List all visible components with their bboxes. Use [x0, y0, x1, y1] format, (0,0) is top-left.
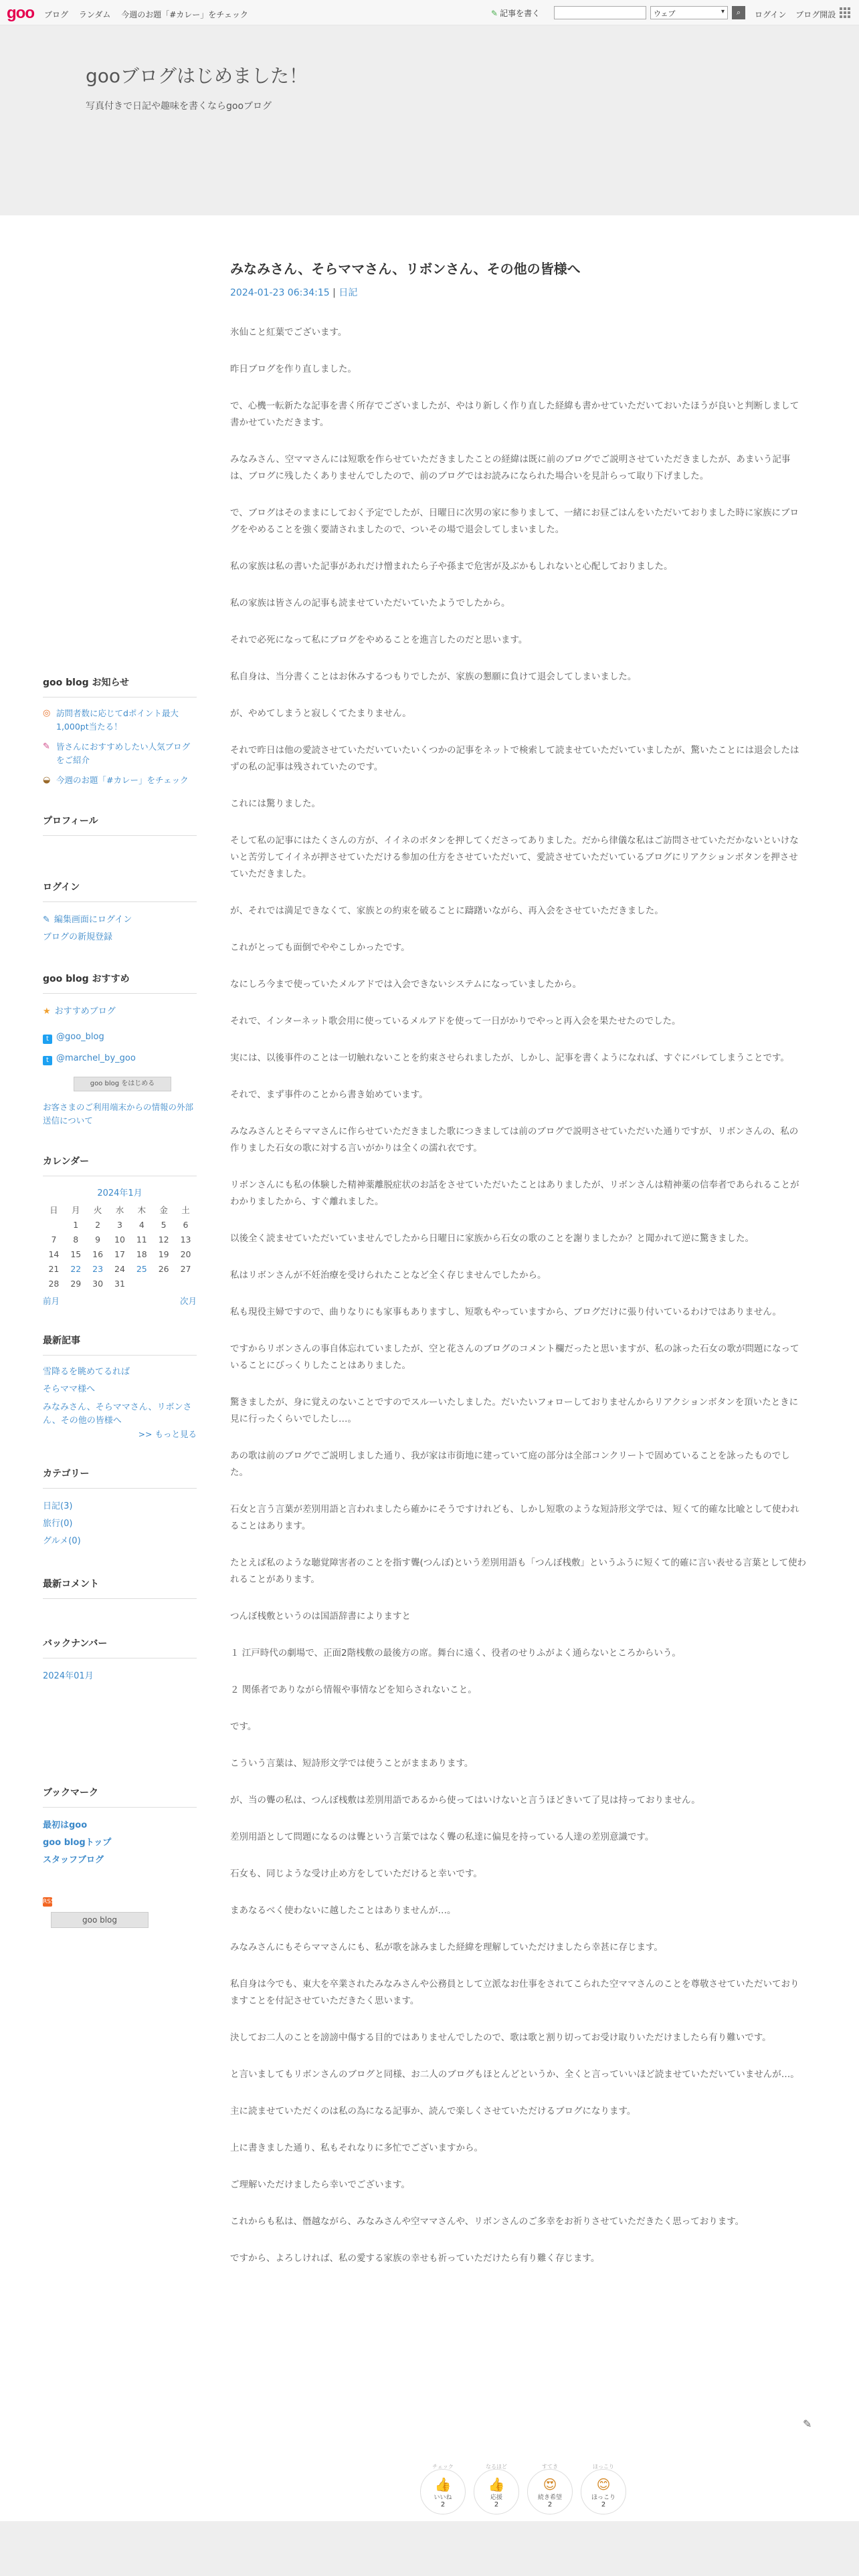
new-blog-label[interactable]: ブログの新規登録: [43, 932, 113, 942]
calendar-next-link[interactable]: 次月: [179, 1296, 197, 1306]
news-section: [43, 675, 197, 787]
category-link-travel[interactable]: 旅行(0): [43, 1519, 73, 1529]
meta-separator: |: [332, 288, 339, 298]
calendar-day: 15: [70, 1249, 82, 1259]
reaction-count: 2: [601, 2501, 606, 2508]
login-section: [43, 880, 197, 946]
entry-paragraph: 私自身は、当分書くことはお休みするつもりでしたが、家族の懇願に負けて退会してしまいました。: [230, 671, 637, 682]
calendar-day: 29: [70, 1278, 82, 1289]
sidebar: [43, 675, 197, 1949]
search-scope-value: ウェブ: [654, 9, 676, 18]
start-goo-blog-label: goo blog をはじめる: [90, 1080, 155, 1087]
entry-paragraph: 私の家族は私の書いた記事があれだけ憎まれたら子や孫まで危害が及ぶかもしれないと心配しておりました。: [230, 561, 673, 572]
calendar-week-row: [43, 1276, 197, 1291]
reaction-label: いいね: [434, 2494, 452, 2501]
external-transmission-notice-link[interactable]: お客さまのご利用端末からの情報の外部送信について: [43, 1102, 194, 1125]
write-article-button[interactable]: [491, 7, 540, 19]
calendar-day: 11: [136, 1234, 147, 1245]
calendar-day: 8: [73, 1234, 79, 1245]
calendar-day: [153, 1276, 175, 1291]
reaction-button[interactable]: [474, 2464, 519, 2514]
calendar-day: 13: [180, 1234, 191, 1245]
entry-paragraph: 実には、以後事件のことは一切触れないことを約束させられましたが、しかし、記事を書くようになれば、すぐにバレてしまうことです。: [230, 1053, 789, 1063]
reaction-caption: なるほど: [486, 2464, 507, 2470]
entry-paragraph: 私自身は今でも、東大を卒業されたみなみさんや公務員として立派なお仕事をされてこられた空ママさんのことを尊敬させていただいておりますことを付記させていただきたく思います。: [230, 1979, 799, 2006]
bookmark-link[interactable]: goo blogトップ: [43, 1838, 112, 1848]
calendar-weekday: 日: [50, 1205, 58, 1215]
search-scope-select[interactable]: [650, 6, 728, 19]
entry-date[interactable]: 2024-01-23 06:34:15: [230, 288, 330, 298]
calendar-day: 16: [92, 1249, 104, 1259]
global-header: [0, 0, 859, 25]
comments-section: [43, 1577, 197, 1599]
calendar-day: 19: [158, 1249, 169, 1259]
calendar-week-row: [43, 1261, 197, 1276]
calendar-day: 14: [48, 1249, 60, 1259]
calendar-month: 2024年1月: [97, 1188, 142, 1198]
reaction-label: 応援: [490, 2494, 502, 2501]
calendar-day: 9: [95, 1234, 101, 1245]
entry-paragraph: これからも私は、僭越ながら、みなみさんや空ママさんや、リボンさんのご多幸をお祈りさせていただきたく思っております。: [230, 2216, 745, 2227]
calendar-day: 6: [183, 1219, 189, 1230]
blog-title[interactable]: gooブログはじめました！: [86, 65, 308, 87]
category-link-diary[interactable]: 日記(3): [43, 1501, 73, 1511]
calendar-table: [43, 1202, 197, 1291]
entry-paragraph: これがとっても面倒でややこしかったです。: [230, 942, 410, 953]
reaction-icon: 👍: [488, 2476, 505, 2492]
calendar-day: 12: [158, 1234, 169, 1245]
entry-paragraph: それで、インターネット歌会用に使っているメルアドを使って一日がかりでやっと再入会を果たせたのでした。: [230, 1016, 681, 1027]
open-blog-link[interactable]: ブログ開設: [795, 10, 836, 19]
entry-paragraph: 石女と言う言葉が差別用語と言われましたら確かにそうですけれども、しかし短歌のような短詩形文学では、短くて的確な比喩として使われることはあります。: [230, 1504, 799, 1531]
recent-article-link[interactable]: そらママ様へ: [43, 1384, 96, 1394]
reaction-button[interactable]: [420, 2464, 466, 2514]
calendar-day[interactable]: 25: [136, 1263, 147, 1274]
backnumber-heading: バックナンバー: [43, 1636, 197, 1658]
calendar-day[interactable]: 23: [92, 1263, 104, 1274]
article: [230, 258, 807, 2287]
calendar-day: 17: [114, 1249, 125, 1259]
entry-paragraph: つんぼ桟敷というのは国語辞書によりますと: [230, 1611, 411, 1622]
entry-paragraph: これには驚りました。: [230, 798, 320, 809]
recent-heading: 最新記事: [43, 1333, 197, 1356]
entry-paragraph: が、それでは満足できなくて、家族との約束を破ることに躊躇いながら、再入会をさせていただきました。: [230, 905, 664, 916]
recent-article-link[interactable]: 雪降るを眺めてるれば: [43, 1367, 130, 1377]
entry-paragraph: みなみさん、空ママさんには短歌を作らせていただきましたことの経緯は既に前のブログでご説明させていただきましたが、あまいう記事は、ブログに残したくありませんでしたので、前のブログではお読みになられた場合いを見計らって取り下げました。: [230, 454, 791, 481]
entry-paragraph: それで昨日は他の愛読させていただいていたいくつかの記事をネットで検索して読ませていただいていましたが、驚いたことには退会したはずの私の記事は残されていたのです。: [230, 745, 799, 772]
bookmark-section: [43, 1786, 197, 1928]
goo-blog-badge[interactable]: [51, 1912, 149, 1928]
search-icon: ⌕: [736, 8, 741, 17]
blog-description: 写真付きで日記や趣味を書くならgooブログ: [86, 101, 272, 112]
calendar-heading: カレンダー: [43, 1154, 197, 1176]
search-input[interactable]: [554, 6, 646, 19]
calendar-weekday: 土: [181, 1205, 190, 1215]
entry-paragraph: たとえば私のような聴覚障害者のことを指す聾(つんぼ)という差別用語も「つんぼ桟敷」というふうに短くて的確に言い表せる言葉として使われることがあります。: [230, 1558, 807, 1585]
rss-icon[interactable]: RSS: [43, 1899, 55, 1905]
entry-body: [230, 324, 807, 2267]
reaction-caption: チェック: [432, 2464, 454, 2470]
entry-category[interactable]: 日記: [339, 288, 358, 298]
calendar-day[interactable]: 22: [70, 1263, 82, 1274]
calendar-day: 27: [180, 1263, 191, 1274]
entry-paragraph: 驚きましたが、身に覚えのないことですのでスルーいたしました。だいたいフォローしておりませんからリアクションボタンを頂いたときに見に行ったくらいでしたし…。: [230, 1397, 799, 1424]
calendar-weekday: 金: [159, 1205, 168, 1215]
profile-heading: プロフィール: [43, 814, 197, 836]
login-heading: ログイン: [43, 880, 197, 902]
calendar-day: 2: [95, 1219, 101, 1230]
entry-paragraph: ですから、よろしければ、私の愛する家族の幸せも祈っていただけたら有り難く存じます。: [230, 2253, 600, 2264]
account-links: [755, 9, 842, 20]
calendar-day: [130, 1276, 153, 1291]
more-articles-link[interactable]: >> もっと見る: [138, 1429, 197, 1439]
calendar-day: [43, 1217, 65, 1232]
nav-weekly-theme[interactable]: 今週のお題「#カレー」をチェック: [121, 10, 248, 19]
reaction-label: ほっこり: [591, 2494, 615, 2501]
calendar-week-row: [43, 1232, 197, 1247]
entry-paragraph: こういう言葉は、短詩形文学では使うことがままあります。: [230, 1758, 474, 1769]
rss-row: [43, 1896, 197, 1907]
pen-icon: ✎: [43, 742, 50, 752]
calendar-day: 3: [116, 1219, 122, 1230]
blog-header: [0, 25, 859, 215]
calendar-day: 7: [51, 1234, 57, 1245]
calendar-weekday-row: [43, 1202, 197, 1217]
goo-blog-badge-label: goo blog: [82, 1915, 118, 1925]
services-grid-icon[interactable]: [840, 7, 850, 18]
backnumber-section: [43, 1636, 197, 1685]
calendar-day: 31: [114, 1278, 125, 1289]
reaction-icon: 😊: [596, 2476, 611, 2492]
bookmark-heading: ブックマーク: [43, 1786, 197, 1808]
bookmark-link[interactable]: 最初はgoo: [43, 1820, 88, 1830]
entry-paragraph: １ 江戸時代の劇場で、正面2階桟敷の最後方の席。舞台に遠く、役者のせりふがよく通らないところからいう。: [230, 1648, 681, 1658]
login-link[interactable]: ログイン: [755, 10, 787, 19]
entry-paragraph: 決してお二人のことを謗謗中傷する目的ではありませんでしたので、歌は歌と割り切ってお受け取りいただけましたら有り難いです。: [230, 2032, 771, 2043]
calendar-prev-link[interactable]: 前月: [43, 1296, 60, 1306]
entry-paragraph: 私はリボンさんが不妊治療を受けられたことなど全く存じませんでしたから。: [230, 1270, 547, 1281]
chevron-down-icon: ▾: [721, 8, 725, 15]
editor-login-label[interactable]: 編集画面にログイン: [54, 915, 132, 925]
calendar-section: [43, 1154, 197, 1307]
reaction-caption: すてき: [541, 2464, 559, 2470]
reaction-count: 2: [494, 2501, 499, 2508]
new-blog-link[interactable]: [43, 929, 197, 946]
reaction-icon: 👍: [434, 2476, 452, 2492]
reaction-label: 続き希望: [537, 2494, 562, 2501]
news-item[interactable]: [43, 707, 197, 734]
news-item[interactable]: [43, 740, 197, 767]
entry-paragraph: そして私の記事にはたくさんの方が、イイネのボタンを押してくださってありました。だから律儀な私はご訪問させていただかないといけないと苦労してイイネが押させていただける参加の仕方をさせていただいて、愛読させていただいているブログにリアクションボタンを押させていただきました。: [230, 835, 799, 879]
twitter-icon: t: [43, 1056, 52, 1065]
recommended-blogs-link[interactable]: [43, 1003, 197, 1021]
star-icon: ★: [43, 1006, 51, 1016]
entry-paragraph: 上に書きました通り、私もそれなりに多忙でございますから。: [230, 2143, 483, 2153]
calendar-weekday: 火: [93, 1205, 102, 1215]
calendar-day: 26: [158, 1263, 169, 1274]
calendar-day: 20: [180, 1249, 191, 1259]
entry-paragraph: あの歌は前のブログでご説明しました通り、我が家は市街地に建っていて庭の部分は全部コンクリートで固めていることを詠ったものでした。: [230, 1451, 790, 1478]
global-nav: [44, 9, 256, 20]
reaction-buttons: [420, 2464, 626, 2514]
entry-paragraph: で、ブログはそのままにしておく予定でしたが、日曜日に次男の家に参りまして、一緒にお昼ごはんをいただいておりました時に家族にブログをやめることを強く要請されましたので、ついその場で退会してしまいました。: [230, 508, 799, 535]
entry-paragraph: 以後全く読ませていただいていませんでしたから日曜日に家族から石女の歌のことを謝りましたか？と聞かれて逆に驚きました。: [230, 1233, 754, 1244]
calendar-day: 28: [48, 1278, 60, 1289]
reaction-caption: ほっこり: [593, 2464, 614, 2470]
search-button[interactable]: [732, 6, 745, 19]
entry-paragraph: リボンさんにも私の体験した精神薬離脱症状のお話をさせていただいたことはありましたが、リボンさんは精神薬の信奉者であられることがわかりましたから、すぐ離れました。: [230, 1180, 799, 1207]
news-item[interactable]: [43, 774, 197, 787]
calendar-day: 30: [92, 1278, 104, 1289]
news-item-label[interactable]: 訪問者数に応じてdポイント最大1,000pt当たる！: [56, 708, 179, 732]
entry-paragraph: が、当の聾の私は、つんぼ桟敷は差別用語であるから使ってはいけないと言うほどきいて了見は持っておりません。: [230, 1795, 700, 1806]
calendar-day: 21: [48, 1263, 60, 1274]
recommend-heading: goo blog おすすめ: [43, 972, 197, 994]
reaction-button[interactable]: [527, 2464, 573, 2514]
entry-paragraph: まあなるべく使わないに越したことはありませんが…。: [230, 1905, 456, 1916]
calendar-day: 10: [114, 1234, 125, 1245]
twitter-marchel-link[interactable]: [43, 1050, 197, 1067]
calendar-nav: [43, 1295, 197, 1307]
entry-paragraph: 氷仙こと紅葉でございます。: [230, 327, 347, 338]
curry-icon: ◒: [43, 775, 51, 785]
calendar-day: [175, 1276, 197, 1291]
category-link-gourmet[interactable]: グルメ(0): [43, 1536, 81, 1546]
edit-icon[interactable]: ✎: [803, 2418, 812, 2430]
nav-blog[interactable]: ブログ: [44, 10, 69, 19]
entry-paragraph: ２ 関係者でありながら情報や事情などを知らされないこと。: [230, 1685, 477, 1695]
recommend-section: [43, 972, 197, 1128]
calendar-day: 5: [161, 1219, 167, 1230]
entry-paragraph: みなみさんにもそらママさんにも、私が歌を詠みました経緯を理解していただけましたら幸甚に存じます。: [230, 1942, 663, 1953]
entry-paragraph: ご理解いただけましたら幸いでございます。: [230, 2179, 410, 2190]
calendar-weekday: 月: [72, 1205, 80, 1215]
twitter-marchel-label[interactable]: @marchel_by_goo: [56, 1053, 136, 1063]
calendar-day: 24: [114, 1263, 125, 1274]
news-item-label[interactable]: 皆さんにおすすめしたい人気ブログをご紹介: [56, 742, 191, 765]
category-section: [43, 1467, 197, 1550]
reaction-button[interactable]: [581, 2464, 626, 2514]
pen-icon: ✎: [491, 9, 498, 18]
write-article-label: 記事を書く: [500, 9, 541, 18]
twitter-icon: t: [43, 1035, 52, 1044]
entry-paragraph: が、やめてしまうと寂しくてたまりません。: [230, 708, 411, 719]
news-heading: goo blog お知らせ: [43, 675, 197, 697]
recent-section: [43, 1333, 197, 1440]
nav-random[interactable]: ランダム: [78, 10, 111, 19]
calendar-day: 1: [73, 1219, 79, 1230]
entry-paragraph: 私の家族は皆さんの記事も読ませていただいていたようでしたから。: [230, 598, 510, 609]
entry-paragraph: それで、まず事件のことから書き始めています。: [230, 1089, 428, 1100]
reaction-count: 2: [440, 2501, 446, 2508]
entry-meta: [230, 286, 807, 299]
recommended-blogs-label[interactable]: おすすめブログ: [54, 1006, 116, 1016]
twitter-goo-blog-link[interactable]: [43, 1029, 197, 1046]
calendar-weekday: 木: [137, 1205, 147, 1215]
page-footer: [0, 2521, 859, 2576]
more-articles-link-wrap: [43, 1428, 197, 1440]
twitter-goo-blog-label[interactable]: @goo_blog: [56, 1032, 104, 1042]
entry-paragraph: それで必死になって私にブログをやめることを進言したのだと思います。: [230, 635, 528, 645]
editor-login-link[interactable]: [43, 911, 197, 929]
bookmark-link[interactable]: スタッフブログ: [43, 1855, 104, 1865]
entry-title[interactable]: みなみさん、そらママさん、リボンさん、その他の皆様へ: [230, 261, 581, 277]
entry-paragraph: ですからリボンさんの事自体忘れていましたが、空と花さんのブログのコメント欄だったと思いますが、私の詠った石女の歌が問題になっていることにびっくりしたことはありました。: [230, 1344, 799, 1371]
entry-paragraph: と言いましてもリボンさんのブログと同様、お二人のブログもほとんどというか、全くと言っていいほど読ませていただいていませんが…。: [230, 2069, 799, 2080]
pencil-icon: ✎: [43, 915, 50, 925]
news-item-label[interactable]: 今週のお題「#カレー」をチェック: [56, 775, 189, 785]
calendar-day: 4: [138, 1219, 145, 1230]
reaction-count: 2: [547, 2501, 553, 2508]
start-goo-blog-badge[interactable]: [74, 1077, 171, 1091]
entry-paragraph: みなみさんとそらママさんに作らせていただきました歌につきましては前のブログで説明させていただいた通りですが、リボンさんの、私の作りました石女の歌に対する言いがかりは全くの濡れ衣です。: [230, 1126, 799, 1154]
reaction-icon: 😍: [543, 2476, 557, 2492]
calendar-week-row: [43, 1217, 197, 1232]
category-heading: カテゴリー: [43, 1467, 197, 1489]
calendar-weekday: 水: [115, 1205, 124, 1215]
coin-icon: ◎: [43, 708, 51, 718]
goo-logo[interactable]: goo: [7, 4, 34, 22]
profile-section: [43, 814, 197, 836]
entry-paragraph: 私も現役主婦ですので、曲りなりにも家事もありますし、短歌もやっていますから、ブログだけに張り付いているわけではありません。: [230, 1307, 782, 1317]
entry-paragraph: 差別用語として問題になるのは聾という言葉ではなく聾の私達に偏見を持っている人達の差別意識です。: [230, 1832, 654, 1842]
recent-article-link[interactable]: みなみさん、そらママさん、リボンさん、その他の皆様へ: [43, 1402, 192, 1426]
calendar-day: 18: [136, 1249, 147, 1259]
calendar-week-row: [43, 1247, 197, 1261]
backnumber-link[interactable]: 2024年01月: [43, 1671, 94, 1681]
comments-heading: 最新コメント: [43, 1577, 197, 1599]
entry-paragraph: 昨日ブログを作り直しました。: [230, 364, 357, 374]
entry-paragraph: です。: [230, 1721, 257, 1732]
entry-paragraph: 主に読ませていただくのは私の為になる記事か、読んで楽しくさせていただけるブログになります。: [230, 2106, 636, 2117]
entry-paragraph: なにしろ今まで使っていたメルアドでは入会できないシステムになっていましたから。: [230, 979, 582, 990]
entry-paragraph: 石女も、同じような受け止め方をしていただけると幸いです。: [230, 1868, 482, 1879]
entry-paragraph: で、心機一転新たな記事を書く所存でございましたが、やはり新しく作り直した経緯も書かせていただいておいたほうが良いと判断しまして書かせていただきます。: [230, 401, 799, 428]
